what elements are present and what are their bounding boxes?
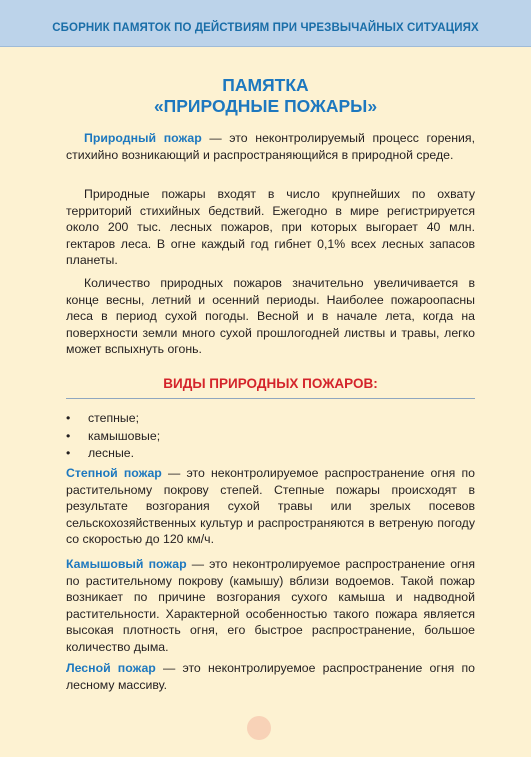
title-line-1: ПАМЯТКА (222, 75, 309, 95)
list-item: • лесные. (66, 445, 160, 463)
page-number-marker (247, 716, 271, 740)
title-line-2: «ПРИРОДНЫЕ ПОЖАРЫ» (153, 96, 378, 116)
intro-paragraph-1 (66, 130, 475, 163)
definition-steppe-fire: — это неконтролируемое распространение огня по растительному покрову степей. Степные пожары происходят в результате возгорания сухой травы или зрелых посевов сельскохозяйственных культур и распространяются в ветреную погоду со скоростью до 120 км/ч. (66, 466, 475, 547)
term-reed-fire: Камышовый пожар (66, 557, 187, 571)
definition-forest-fire: — это неконтролируемое распространение огня по лесному массиву. (66, 661, 475, 692)
intro-paragraph-2-text: Природные пожары входят в число крупнейших по охвату территорий стихийных бедствий. Ежегодно в мире регистрируется около 200 тыс. лесных пожаров, при которых выгорает 40 млн. гектаров леса. В огне каждый год гибнет 0,1% всех лесных запасов планеты. (66, 187, 475, 268)
reed-fire-paragraph (66, 556, 475, 656)
document-title (0, 75, 531, 117)
definition-reed-fire: — это неконтролируемое распространение огня по растительному покрову (камышу) вблизи водоемов. Такой пожар возникает по причине возгорания сухого камыша и надводной растительности. Характерной особенностью такого пожара является высокая плотность огня, его быстрое распространение, большое количество дыма. (66, 557, 475, 654)
definition-natural-fire: — это неконтролируемый процесс горения, стихийно возникающий и распространяющийся в природной среде. (66, 131, 475, 162)
list-item: • камышовые; (66, 428, 160, 446)
page-header (0, 0, 531, 47)
intro-paragraph-3 (66, 275, 475, 358)
header-title: СБОРНИК ПАМЯТОК ПО ДЕЙСТВИЯМ ПРИ ЧРЕЗВЫЧАЙНЫХ СИТУАЦИЯХ (52, 22, 479, 34)
steppe-fire-paragraph (66, 465, 475, 548)
section-heading-types: ВИДЫ ПРИРОДНЫХ ПОЖАРОВ: (163, 376, 378, 391)
intro-paragraph-3-text: Количество природных пожаров значительно увеличивается в конце весны, летний и осенний периоды. Наиболее пожароопасны леса в период сухой погоды. Весной и в начале лета, когда на поверхности земли много сухой прошлогодней листвы и травы, легко может вспыхнуть огонь. (66, 276, 475, 357)
fire-types-list (66, 410, 160, 463)
term-natural-fire: Природный пожар (84, 131, 202, 145)
term-steppe-fire: Степной пожар (66, 466, 162, 480)
list-item: • степные; (66, 410, 160, 428)
term-forest-fire: Лесной пожар (66, 661, 156, 675)
intro-paragraph-2 (66, 186, 475, 269)
section-divider (66, 398, 475, 399)
forest-fire-paragraph (66, 660, 475, 693)
